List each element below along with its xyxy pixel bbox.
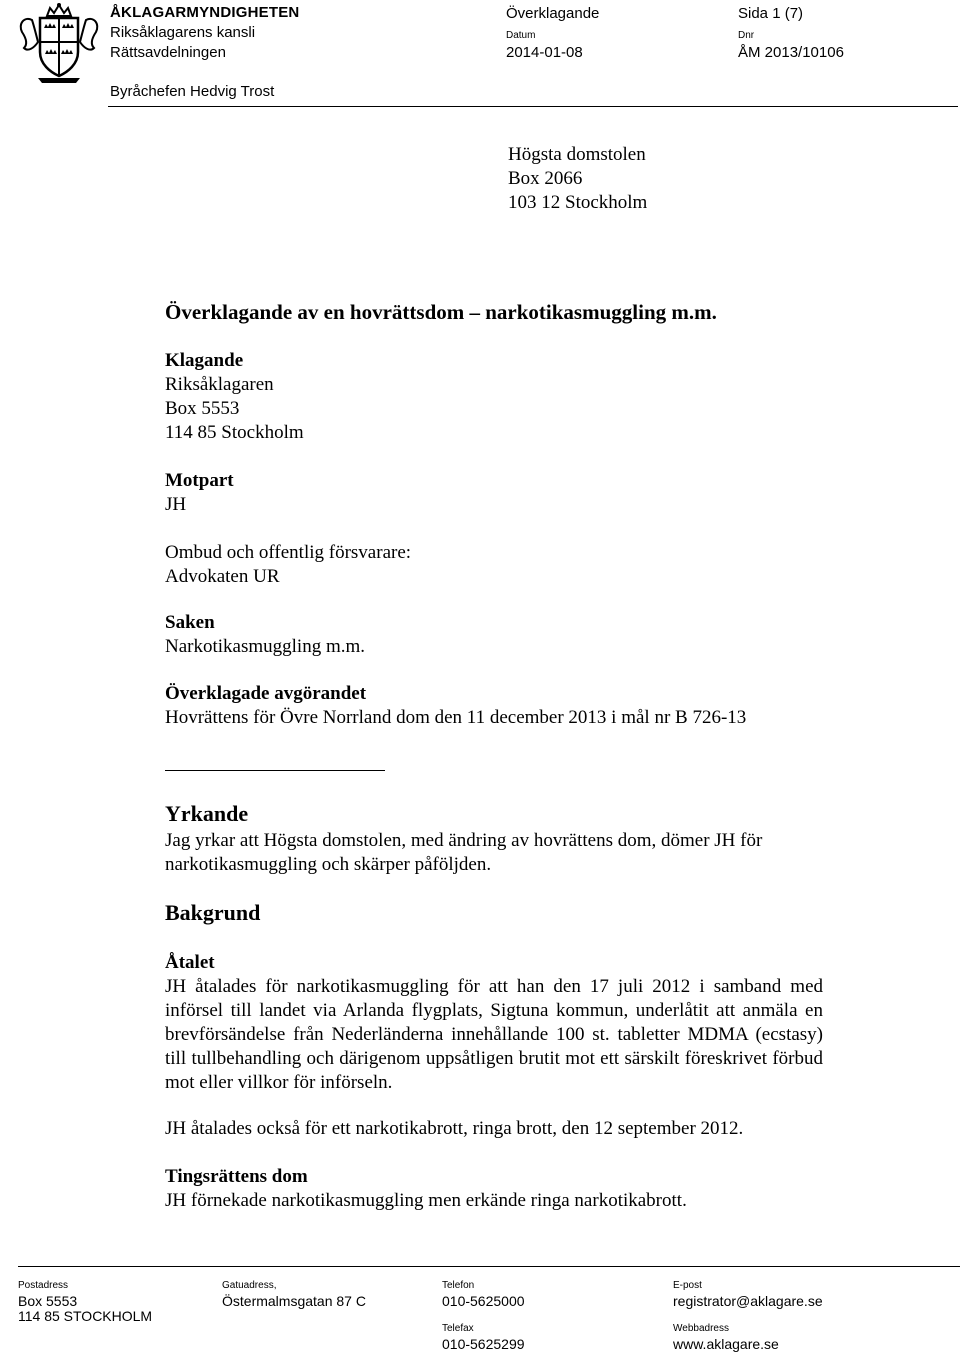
postadress-line-2: 114 85 STOCKHOLM — [18, 1308, 153, 1324]
klagande-heading: Klagande — [165, 350, 244, 371]
department-name: Rättsavdelningen — [110, 44, 226, 61]
motpart-line-1: JH — [165, 494, 187, 515]
author-name: Byråchefen Hedvig Trost — [110, 83, 275, 100]
overklagade-line-1: Hovrättens för Övre Norrland dom den 11 december 2013 i mål nr B 726-13 — [165, 707, 747, 728]
header-divider — [108, 106, 958, 107]
tingsratt-text: JH förnekade narkotikasmuggling men erkände ringa narkotikabrott. — [165, 1190, 687, 1211]
gatuadress-value: Östermalmsgatan 87 C — [222, 1293, 366, 1309]
overklagade-heading: Överklagade avgörandet — [165, 683, 367, 704]
recipient-line-1: Högsta domstolen — [508, 144, 646, 165]
saken-heading: Saken — [165, 612, 215, 633]
epost-value[interactable]: registrator@aklagare.se — [673, 1293, 823, 1309]
tingsratt-heading: Tingsrättens dom — [165, 1166, 308, 1187]
telefax-value: 010-5625299 — [442, 1336, 525, 1352]
telefon-value: 010-5625000 — [442, 1293, 525, 1309]
document-title: Överklagande av en hovrättsdom – narkotikasmuggling m.m. — [165, 300, 717, 324]
epost-label: E-post — [673, 1280, 702, 1291]
recipient-line-2: Box 2066 — [508, 168, 583, 189]
atalet-heading: Åtalet — [165, 952, 215, 973]
ombud-line-1: Ombud och offentlig försvarare: — [165, 542, 412, 563]
klagande-line-1: Riksåklagaren — [165, 374, 274, 395]
telefon-label: Telefon — [442, 1280, 475, 1291]
office-name: Riksåklagarens kansli — [110, 24, 256, 41]
saken-line-1: Narkotikasmuggling m.m. — [165, 636, 366, 657]
gatuadress-label: Gatuadress, — [222, 1280, 277, 1291]
webbadress-label: Webbadress — [673, 1323, 729, 1334]
footer-divider — [18, 1266, 960, 1267]
webbadress-value[interactable]: www.aklagare.se — [673, 1336, 779, 1352]
klagande-line-2: Box 5553 — [165, 398, 240, 419]
date-label: Datum — [506, 30, 536, 41]
motpart-heading: Motpart — [165, 470, 234, 491]
atalet-text-2: JH åtalades också för ett narkotikabrott, ringa brott, den 12 september 2012. — [165, 1118, 744, 1139]
atalet-text: JH åtalades för narkotikasmuggling för att han den 17 juli 2012 i samband med införsel till landet via Arlanda flygplats, Sigtuna kommun, underlåtit att anmäla en brevförsändelse från Nederländerna innehållande 100 st. tabletter MDMA (ecstasy) till tullbehandling och därigenom uppsåtligen brutit mot ett särskilt föreskrivet förbud mot eller villkor för införseln. — [165, 976, 823, 1093]
document-type: Överklagande — [506, 5, 600, 22]
yrkande-text: Jag yrkar att Högsta domstolen, med ändring av hovrättens dom, dömer JH för narkotikasmuggling och skärper påföljden. — [165, 830, 763, 875]
telefax-label: Telefax — [442, 1323, 474, 1334]
section-divider — [165, 770, 385, 771]
postadress-label: Postadress — [18, 1280, 69, 1291]
ombud-line-2: Advokaten UR — [165, 566, 280, 587]
document-date: 2014-01-08 — [506, 44, 583, 61]
postadress-line-1: Box 5553 — [18, 1293, 78, 1309]
dnr-number: ÅM 2013/10106 — [738, 44, 844, 61]
page-number: Sida 1 (7) — [738, 5, 804, 22]
agency-name: ÅKLAGARMYNDIGHETEN — [110, 4, 300, 21]
dnr-label: Dnr — [738, 30, 755, 41]
yrkande-heading: Yrkande — [165, 801, 249, 826]
coat-of-arms-icon — [14, 2, 104, 84]
recipient-line-3: 103 12 Stockholm — [508, 192, 648, 213]
klagande-line-3: 114 85 Stockholm — [165, 422, 304, 443]
bakgrund-heading: Bakgrund — [165, 900, 261, 925]
